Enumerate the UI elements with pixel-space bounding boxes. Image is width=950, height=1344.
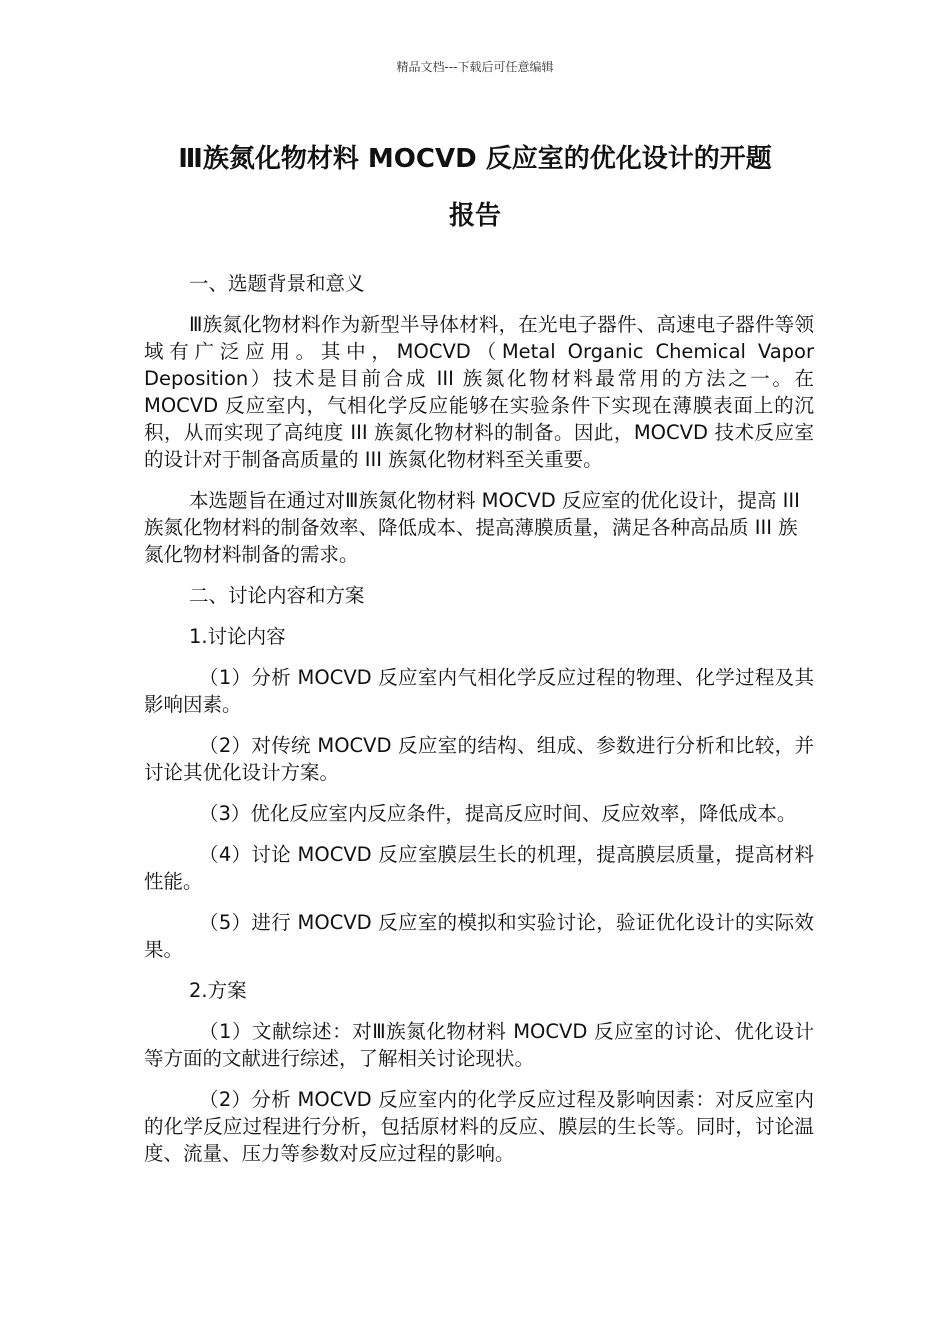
body-paragraph: 本选题旨在通过对Ⅲ族氮化物材料 MOCVD 反应室的优化设计，提高 III 族氮化物材料的制备效率、降低成本、提高薄膜质量，满足各种高品质 III 族氮化物材料制备的需求。 xyxy=(144,489,800,566)
list-item: （4）讨论 MOCVD 反应室膜层生长的机理，提高膜层质量，提高材料性能。 xyxy=(144,843,814,893)
document-body xyxy=(144,270,814,1181)
list-item: （1）分析 MOCVD 反应室内气相化学反应过程的物理、化学过程及其影响因素。 xyxy=(144,666,814,716)
subsection-heading: 2.方案 xyxy=(189,979,247,1002)
section-heading: 一、选题背景和意义 xyxy=(189,272,365,295)
page-header-note: 精品文档---下载后可任意编辑 xyxy=(396,60,554,74)
list-item: （3）优化反应室内反应条件，提高反应时间、反应效率，降低成本。 xyxy=(199,802,797,825)
body-paragraph: Ⅲ族氮化物材料作为新型半导体材料，在光电子器件、高速电子器件等领域有广泛应用。其中，MOCVD（Metal Organic Chemical Vapor Deposition）技术是目前合成 III 族氮化物材料最常用的方法之一。在 MOCVD 反应室内，气相化学反应能够在实验条件下实现在薄膜表面上的沉积，从而实现了高纯度 III 族氮化物材料的制备。因此，MOCVD 技术反应室的设计对于制备高质量的 III 族氮化物材料至关重要。 xyxy=(144,313,814,471)
list-item: （2）分析 MOCVD 反应室内的化学反应过程及影响因素：对反应室内的化学反应过程进行分析，包括原材料的反应、膜层的生长等。同时，讨论温度、流量、压力等参数对反应过程的影响。 xyxy=(144,1088,814,1165)
document-title-line-2: 报告 xyxy=(448,201,501,231)
list-item: （1）文献综述：对Ⅲ族氮化物材料 MOCVD 反应室的讨论、优化设计等方面的文献进行综述，了解相关讨论现状。 xyxy=(144,1020,814,1070)
list-item: （2）对传统 MOCVD 反应室的结构、组成、参数进行分析和比较，并讨论其优化设计方案。 xyxy=(144,734,814,784)
document-title-line-1: Ⅲ族氮化物材料 MOCVD 反应室的优化设计的开题 xyxy=(178,144,772,174)
list-item: （5）进行 MOCVD 反应室的模拟和实验讨论，验证优化设计的实际效果。 xyxy=(144,911,814,961)
section-heading: 二、讨论内容和方案 xyxy=(189,584,365,607)
subsection-heading: 1.讨论内容 xyxy=(189,625,286,648)
